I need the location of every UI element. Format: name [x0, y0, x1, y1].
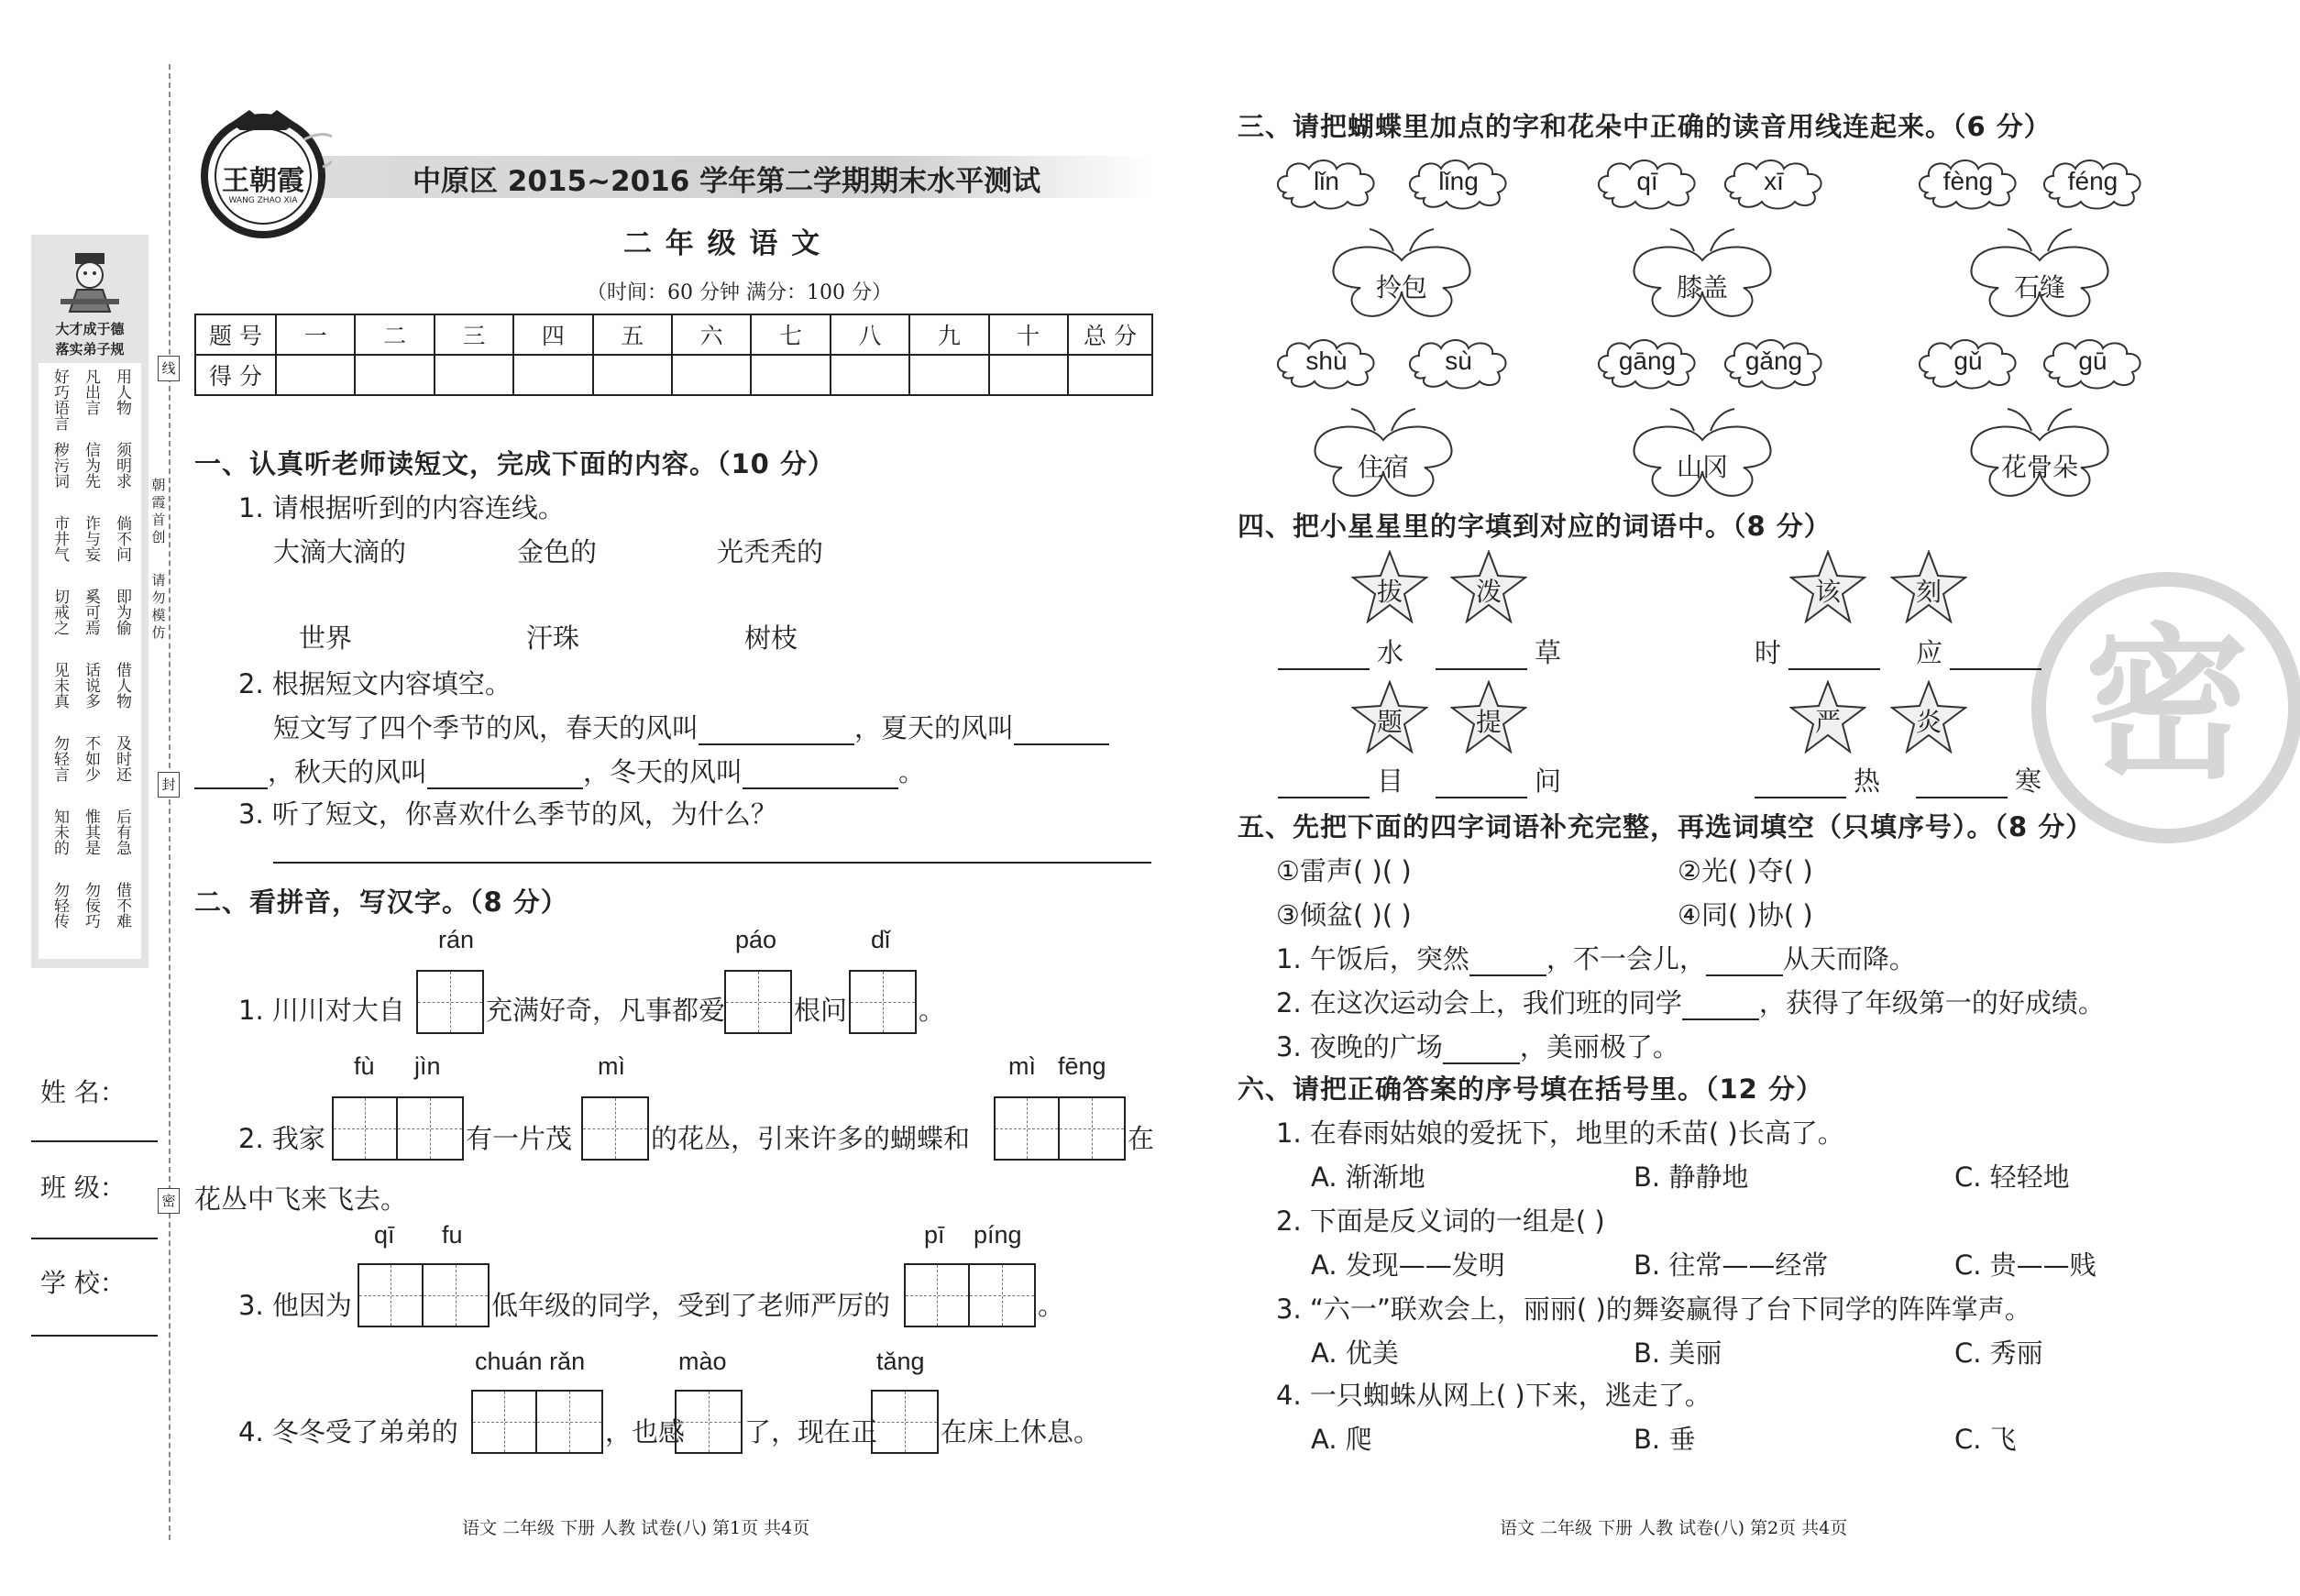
pinyin: dǐ — [871, 926, 891, 953]
writing-grid[interactable] — [849, 970, 917, 1034]
time-info: （时间：60 分钟 满分：100 分） — [587, 281, 892, 304]
s2-q4-text: 在床上休息。 — [941, 1416, 1101, 1447]
word-butterfly[interactable] — [1962, 403, 2118, 504]
page-footer-left: 语文 二年级 下册 人教 试卷(八) 第1页 共4页 — [462, 1518, 810, 1538]
section-5-title: 五、先把下面的四字词语补充完整，再选词填空（只填序号）。（8 分） — [1238, 811, 2094, 842]
pinyin-flower[interactable] — [2039, 156, 2147, 211]
pinyin: mì — [1008, 1052, 1036, 1080]
score-cell: 六 — [672, 314, 751, 355]
motto-bottom: 落实弟子规 — [55, 341, 125, 358]
choice-option[interactable]: B. 往常——经常 — [1634, 1249, 1829, 1281]
s1-match-bottom: 世界 — [299, 622, 353, 654]
pinyin: mào — [678, 1348, 727, 1375]
word-char: 热 — [1854, 765, 1881, 797]
word-char: 时 — [1755, 637, 1782, 668]
pinyin-flower[interactable] — [2039, 336, 2147, 391]
section-3-title: 三、请把蝴蝶里加点的字和花朵中正确的读音用线连起来。（6 分） — [1238, 111, 2052, 142]
word-fill — [1278, 633, 1403, 670]
s1-match-bottom: 汗珠 — [526, 622, 580, 654]
brand-logo — [194, 103, 332, 240]
pinyin: rán — [438, 926, 475, 953]
s5-text: 2. 在这次运动会上，我们班的同学 — [1276, 987, 1682, 1018]
answer-blank[interactable] — [1436, 643, 1527, 670]
word-char: 草 — [1535, 637, 1562, 668]
idiom-item: ③倾盆( )( ) — [1276, 899, 1412, 930]
score-cell: 十 — [989, 314, 1068, 355]
pinyin: chuán rǎn — [475, 1348, 586, 1375]
writing-grid[interactable] — [471, 1390, 603, 1454]
school-field[interactable] — [31, 1335, 158, 1337]
verse-column: 借人物 — [113, 662, 131, 709]
score-cell: 四 — [513, 314, 592, 355]
score-label: 得 分 — [195, 355, 276, 395]
score-value-row — [195, 355, 1152, 395]
writing-grid[interactable] — [994, 1096, 1126, 1161]
verse-column: 见未真 — [50, 662, 69, 709]
s2-q1-text: 1. 川川对大自 — [238, 995, 405, 1026]
answer-blank[interactable] — [427, 762, 583, 789]
choice-option[interactable]: A. 爬 — [1311, 1424, 1372, 1455]
pinyin: jìn — [414, 1052, 441, 1080]
s6-q1: 1. 在春雨姑娘的爱抚下，地里的禾苗( )长高了。 — [1276, 1117, 1844, 1149]
pinyin: píng — [974, 1221, 1022, 1249]
word-char: 水 — [1377, 637, 1404, 668]
pinyin-label: xī — [1764, 167, 1784, 195]
pinyin: tǎng — [876, 1348, 925, 1375]
word-fill — [1755, 633, 1880, 670]
name-label: 姓 名： — [40, 1077, 126, 1107]
s2-q2-text: 花丛中飞来飞去。 — [194, 1183, 408, 1215]
watermark-char: 密 — [2084, 610, 2250, 801]
s2-q1-text: 充满好奇，凡事都爱 — [486, 995, 726, 1026]
word-label: 膝盖 — [1676, 272, 1728, 303]
word-butterfly[interactable] — [1624, 224, 1780, 325]
s1-q3-answer-line[interactable] — [273, 862, 1151, 864]
pinyin-flower[interactable] — [1272, 336, 1381, 391]
seal-mark-secret: 密 — [158, 1188, 180, 1214]
char-star[interactable] — [1890, 550, 1967, 623]
answer-blank[interactable] — [1469, 949, 1546, 976]
word-label: 住宿 — [1357, 452, 1409, 482]
s5-text: ，获得了年级第一的好成绩。 — [1758, 987, 2105, 1018]
pinyin-flower[interactable] — [1272, 156, 1381, 211]
pinyin-label: sù — [1445, 347, 1472, 375]
verse-column: 奚可焉 — [82, 589, 100, 635]
word-char: 应 — [1916, 637, 1943, 668]
s5-q1 — [1276, 939, 1916, 976]
section-4-title: 四、把小星星里的字填到对应的词语中。（8 分） — [1238, 511, 1832, 542]
verse-column: 勿轻言 — [50, 735, 69, 782]
verse-column: 勿佞巧 — [82, 882, 100, 929]
watermark-seal — [2030, 570, 2300, 845]
score-header-row — [195, 314, 1152, 355]
subject-title: 二 年 级 语 文 — [623, 227, 822, 260]
char-star[interactable] — [1351, 680, 1428, 754]
word-label: 拎包 — [1375, 272, 1427, 303]
writing-grid[interactable] — [358, 1263, 490, 1327]
score-input[interactable] — [513, 355, 592, 395]
choice-option[interactable]: A. 发现——发明 — [1311, 1249, 1505, 1281]
binding-line — [169, 64, 171, 1540]
choice-option[interactable]: B. 美丽 — [1634, 1337, 1722, 1369]
pinyin-label: lǐng — [1438, 167, 1479, 195]
seal-mark-line: 线 — [158, 356, 180, 381]
verse-column: 知未的 — [50, 809, 69, 855]
score-cell: 二 — [355, 314, 434, 355]
char-star[interactable] — [1789, 550, 1866, 623]
verse-column: 诈与妄 — [82, 515, 100, 562]
answer-blank[interactable] — [1755, 771, 1846, 798]
s1-q2-text: ，冬天的风叫 — [583, 756, 743, 787]
note-char: 创 — [151, 529, 166, 545]
score-input[interactable] — [1068, 355, 1152, 395]
score-input[interactable] — [593, 355, 672, 395]
verse-column: 惟其是 — [82, 809, 100, 855]
verse-column: 倘不问 — [113, 515, 131, 562]
choice-option[interactable]: C. 轻轻地 — [1954, 1161, 2070, 1193]
star-char: 拔 — [1376, 577, 1403, 607]
star-char: 题 — [1376, 707, 1403, 737]
verse-column: 秽污词 — [50, 442, 69, 489]
verse-column: 不如少 — [82, 735, 100, 782]
score-cell: 五 — [593, 314, 672, 355]
pinyin: qī — [374, 1221, 395, 1249]
choice-option[interactable]: C. 飞 — [1954, 1424, 2017, 1455]
writing-grid[interactable] — [416, 970, 484, 1034]
pinyin-flower[interactable] — [1914, 156, 2022, 211]
char-star[interactable] — [1351, 550, 1428, 623]
s5-q3 — [1276, 1027, 1679, 1064]
word-label: 花骨朵 — [2000, 452, 2078, 482]
s5-q2 — [1276, 983, 2105, 1020]
star-char: 提 — [1475, 707, 1502, 737]
score-input[interactable] — [435, 355, 513, 395]
score-input[interactable] — [751, 355, 830, 395]
s5-text: 3. 夜晚的广场 — [1276, 1031, 1443, 1062]
verse-column: 勿轻传 — [50, 882, 69, 929]
star-char: 严 — [1814, 707, 1841, 737]
name-field[interactable] — [31, 1140, 158, 1142]
choice-option[interactable]: B. 垂 — [1634, 1424, 1696, 1455]
verse-column: 信为先 — [82, 442, 100, 489]
s2-q2-text: 的花丛，引来许多的蝴蝶和 — [651, 1123, 971, 1154]
pinyin-label: fèng — [1942, 167, 1994, 195]
word-char: 目 — [1377, 765, 1404, 797]
score-cell: 总 分 — [1068, 314, 1152, 355]
s2-q3-text: 。 — [1038, 1290, 1065, 1321]
pinyin: mì — [598, 1052, 625, 1080]
choice-option[interactable]: C. 贵——贱 — [1954, 1249, 2096, 1281]
score-input[interactable] — [672, 355, 751, 395]
word-fill — [1436, 761, 1561, 798]
note-char: 仿 — [151, 624, 166, 641]
section-2-title: 二、看拼音，写汉字。（8 分） — [194, 886, 568, 918]
pinyin-label: gū — [2078, 347, 2107, 375]
answer-blank[interactable] — [1788, 643, 1880, 670]
answer-blank[interactable] — [699, 718, 854, 745]
choice-option[interactable]: B. 静静地 — [1634, 1161, 1749, 1193]
s1-q2-text: ，秋天的风叫 — [268, 756, 428, 787]
pinyin-label: lǐn — [1313, 167, 1339, 195]
class-label: 班 级： — [40, 1172, 126, 1203]
star-char: 该 — [1814, 577, 1841, 607]
answer-blank[interactable] — [1278, 771, 1370, 798]
answer-blank[interactable] — [1014, 718, 1109, 745]
s5-text: ，不一会儿， — [1546, 943, 1706, 974]
choice-option[interactable]: A. 渐渐地 — [1311, 1161, 1425, 1193]
s2-q4-text: 了，现在正 — [744, 1416, 878, 1447]
pinyin: pī — [924, 1221, 945, 1249]
s1-match-bottom: 树枝 — [744, 622, 798, 654]
s5-text: ，美丽极了。 — [1519, 1031, 1679, 1062]
score-input[interactable] — [355, 355, 434, 395]
s1-q2-line1 — [273, 708, 1109, 745]
seal-mark-seal: 封 — [158, 772, 180, 798]
s1-match-top: 金色的 — [517, 536, 598, 567]
word-fill — [1436, 633, 1561, 670]
writing-grid[interactable] — [675, 1390, 743, 1454]
word-label: 石缝 — [2013, 272, 2065, 303]
word-butterfly[interactable] — [1624, 403, 1780, 504]
s6-q4: 4. 一只蜘蛛从网上( )下来，逃走了。 — [1276, 1380, 1711, 1411]
word-butterfly[interactable] — [1962, 224, 2118, 325]
answer-blank[interactable] — [1706, 949, 1783, 976]
answer-blank[interactable] — [1950, 643, 2041, 670]
pinyin: fēng — [1058, 1052, 1106, 1080]
answer-blank[interactable] — [194, 762, 268, 789]
verse-column: 市井气 — [50, 515, 69, 562]
verse-column: 凡出言 — [82, 369, 100, 415]
score-cell: 八 — [831, 314, 909, 355]
page-footer-right: 语文 二年级 下册 人教 试卷(八) 第2页 共4页 — [1500, 1518, 1848, 1538]
s1-q2-line2 — [194, 752, 925, 789]
answer-blank[interactable] — [1916, 771, 2008, 798]
s5-text: 从天而降。 — [1782, 943, 1916, 974]
star-char: 炎 — [1915, 707, 1942, 737]
verse-column: 后有急 — [113, 809, 131, 855]
score-input[interactable] — [989, 355, 1068, 395]
answer-blank[interactable] — [1278, 643, 1370, 670]
logo-subtext: WANG ZHAO XIA — [228, 196, 298, 205]
word-fill — [1278, 761, 1403, 798]
score-cell: 九 — [909, 314, 988, 355]
section-6-title: 六、请把正确答案的序号填在括号里。（12 分） — [1238, 1073, 1823, 1105]
star-char: 刻 — [1915, 577, 1942, 607]
s6-q2: 2. 下面是反义词的一组是( ) — [1276, 1205, 1605, 1237]
s2-q4-text: 4. 冬冬受了弟弟的 — [238, 1416, 458, 1447]
word-char: 寒 — [2015, 765, 2042, 797]
pinyin-flower[interactable] — [1404, 336, 1513, 391]
s2-q2-text: 2. 我家 — [238, 1123, 325, 1154]
s1-q2: 2. 根据短文内容填空。 — [238, 668, 512, 699]
s1-q2-text: ，夏天的风叫 — [854, 712, 1015, 743]
verse-column: 及时还 — [113, 735, 131, 782]
pinyin-flower[interactable] — [1593, 336, 1701, 391]
word-fill — [1916, 633, 2041, 670]
idiom-item: ①雷声( )( ) — [1276, 855, 1412, 886]
pinyin-flower[interactable] — [1593, 156, 1701, 211]
writing-grid[interactable] — [904, 1263, 1036, 1327]
s2-q1-text: 。 — [919, 995, 946, 1026]
page-title: 中原区 2015~2016 学年第二学期期末水平测试 — [413, 165, 1041, 198]
note-char: 模 — [151, 607, 166, 623]
s1-q1: 1. 请根据听到的内容连线。 — [238, 492, 565, 523]
motto-verse-box — [39, 363, 141, 959]
word-label: 山冈 — [1676, 452, 1728, 482]
section-1-title: 一、认真听老师读短文，完成下面的内容。（10 分） — [194, 448, 835, 479]
word-butterfly[interactable] — [1324, 224, 1480, 325]
score-input[interactable] — [909, 355, 988, 395]
pinyin-label: qī — [1636, 167, 1658, 195]
answer-blank[interactable] — [743, 762, 898, 789]
score-table — [194, 314, 1153, 396]
writing-grid[interactable] — [871, 1390, 939, 1454]
verse-column: 话说多 — [82, 662, 100, 709]
word-fill — [1916, 761, 2041, 798]
pinyin: páo — [735, 926, 777, 953]
logo-text: 王朝霞 — [222, 165, 304, 197]
s2-q2-text: 在 — [1128, 1123, 1155, 1154]
word-char: 问 — [1535, 765, 1562, 797]
answer-blank[interactable] — [1682, 993, 1759, 1020]
idiom-item: ②光( )夺( ) — [1678, 855, 1813, 886]
verse-column: 用人物 — [113, 369, 131, 415]
motto-panel — [31, 235, 149, 968]
school-label: 学 校： — [40, 1268, 126, 1298]
choice-option[interactable]: A. 优美 — [1311, 1337, 1399, 1369]
verse-column: 切戒之 — [50, 589, 69, 635]
s1-q2-text: 短文写了四个季节的风，春天的风叫 — [273, 712, 699, 743]
note-char: 首 — [151, 512, 166, 528]
writing-grid[interactable] — [332, 1096, 464, 1161]
score-cell: 题 号 — [195, 314, 276, 355]
word-fill — [1755, 761, 1880, 798]
s1-match-top: 光秃秃的 — [717, 536, 824, 567]
char-star[interactable] — [1890, 680, 1967, 754]
pinyin-flower[interactable] — [1720, 156, 1828, 211]
pinyin-label: gāng — [1618, 347, 1677, 375]
pinyin-flower[interactable] — [1914, 336, 2022, 391]
score-input[interactable] — [831, 355, 909, 395]
s2-q2-text: 有一片茂 — [466, 1123, 573, 1154]
note-char: 朝 — [151, 477, 166, 493]
choice-option[interactable]: C. 秀丽 — [1954, 1337, 2043, 1369]
score-cell: 一 — [276, 314, 355, 355]
score-cell: 七 — [751, 314, 830, 355]
writing-grid[interactable] — [581, 1096, 649, 1161]
s1-q2-text: 。 — [898, 756, 926, 787]
note-char: 请 — [151, 572, 166, 589]
answer-blank[interactable] — [1436, 771, 1527, 798]
verse-column: 借不难 — [113, 882, 131, 929]
pinyin: fu — [442, 1221, 463, 1249]
char-star[interactable] — [1789, 680, 1866, 754]
note-char: 霞 — [151, 494, 166, 511]
score-cell: 三 — [435, 314, 513, 355]
s2-q3-text: 低年级的同学，受到了老师严厉的 — [491, 1290, 891, 1321]
verse-grid — [39, 363, 141, 959]
pinyin-label: gǎng — [1744, 347, 1803, 375]
motto-top: 大才成于德 — [55, 321, 125, 337]
char-star[interactable] — [1450, 680, 1527, 754]
writing-grid[interactable] — [724, 970, 792, 1034]
s2-q1-text: 根问 — [794, 995, 848, 1026]
score-input[interactable] — [276, 355, 355, 395]
scholar-figure-icon — [57, 248, 123, 314]
pinyin-label: féng — [2067, 167, 2118, 195]
s2-q3-text: 3. 他因为 — [238, 1290, 352, 1321]
s5-text: 1. 午饭后，突然 — [1276, 943, 1469, 974]
s1-q3: 3. 听了短文，你喜欢什么季节的风，为什么？ — [238, 798, 777, 830]
char-star[interactable] — [1450, 550, 1527, 623]
s2-q4-text: ，也感 — [605, 1416, 686, 1447]
verse-column: 即为偷 — [113, 589, 131, 635]
class-field[interactable] — [31, 1238, 158, 1239]
answer-blank[interactable] — [1443, 1037, 1520, 1064]
verse-column: 好巧语言 — [50, 369, 69, 431]
pinyin-label: gǔ — [1953, 347, 1983, 375]
pinyin-flower[interactable] — [1720, 336, 1828, 391]
star-char: 泼 — [1475, 577, 1502, 607]
word-butterfly[interactable] — [1305, 403, 1461, 504]
s1-match-top: 大滴大滴的 — [273, 536, 407, 567]
pinyin-label: shù — [1305, 347, 1348, 375]
note-char: 勿 — [151, 589, 166, 606]
idiom-item: ④同( )协( ) — [1678, 899, 1813, 930]
s6-q3: 3. “六一”联欢会上，丽丽( )的舞姿赢得了台下同学的阵阵掌声。 — [1276, 1293, 2031, 1325]
verse-column: 须明求 — [113, 442, 131, 489]
pinyin: fù — [354, 1052, 375, 1080]
pinyin-flower[interactable] — [1404, 156, 1513, 211]
